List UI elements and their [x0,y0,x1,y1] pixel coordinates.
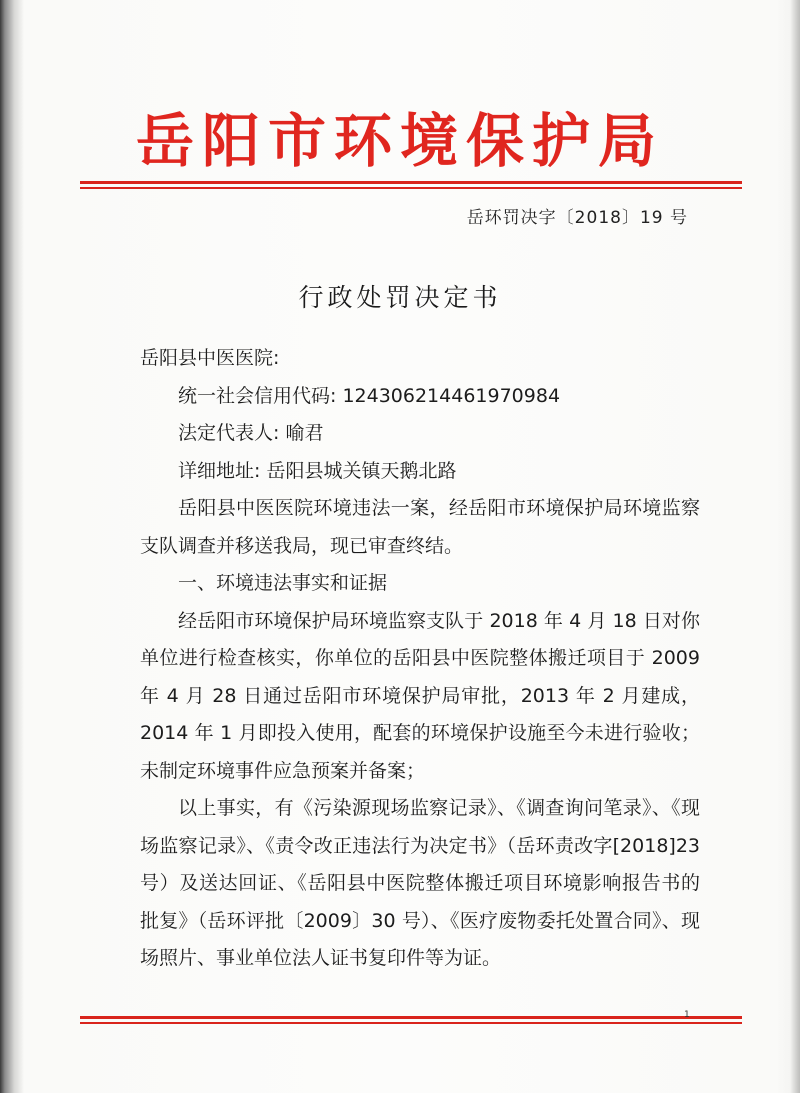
facts-paragraph: 经岳阳市环境保护局环境监察支队于 2018 年 4 月 18 日对你单位进行检查核实，你单位的岳阳县中医院整体搬迁项目于 2009 年 4 月 28 日通过岳阳市环境保护局审批，2013 年 2 月建成，2014 年 1 月即投入使用，配套的环境保护设施至今未进行验收；未制定环境事件应急预案并备案； [140,609,700,782]
document-body [140,340,700,978]
letterhead-rule-bottom [80,187,742,189]
footer-rule-top [80,1016,742,1019]
evidence-paragraph: 以上事实，有《污染源现场监察记录》、《调查询问笔录》、《现场监察记录》、《责令改正违法行为决定书》（岳环责改字[2018]23 号）及送达回证、《岳阳县中医院整体搬迁项目环境影响报告书的批复》（岳环评批〔2009〕30 号）、《医疗废物委托处置合同》、现场照片、事业单位法人证书复印件等为证。 [140,797,700,969]
credit-code-line: 统一社会信用代码: 124306214461970984 [178,384,561,407]
section-heading-1: 一、环境违法事实和证据 [178,572,388,594]
legal-representative-line: 法定代表人: 喻君 [178,422,324,444]
page-number: 1 [684,1010,690,1020]
document-title: 行政处罚决定书 [298,283,502,312]
footer-rule-bottom [80,1022,742,1024]
agency-letterhead: 岳阳市环境保护局 [135,107,664,175]
letterhead-rule-top [80,181,742,184]
recipient-line: 岳阳县中医医院: [140,347,280,369]
document-number: 岳环罚决字〔2018〕19 号 [466,208,688,228]
intro-paragraph: 岳阳县中医医院环境违法一案，经岳阳市环境保护局环境监察支队调查并移送我局，现已审查终结。 [140,497,700,557]
address-line: 详细地址: 岳阳县城关镇天鹅北路 [178,459,457,482]
